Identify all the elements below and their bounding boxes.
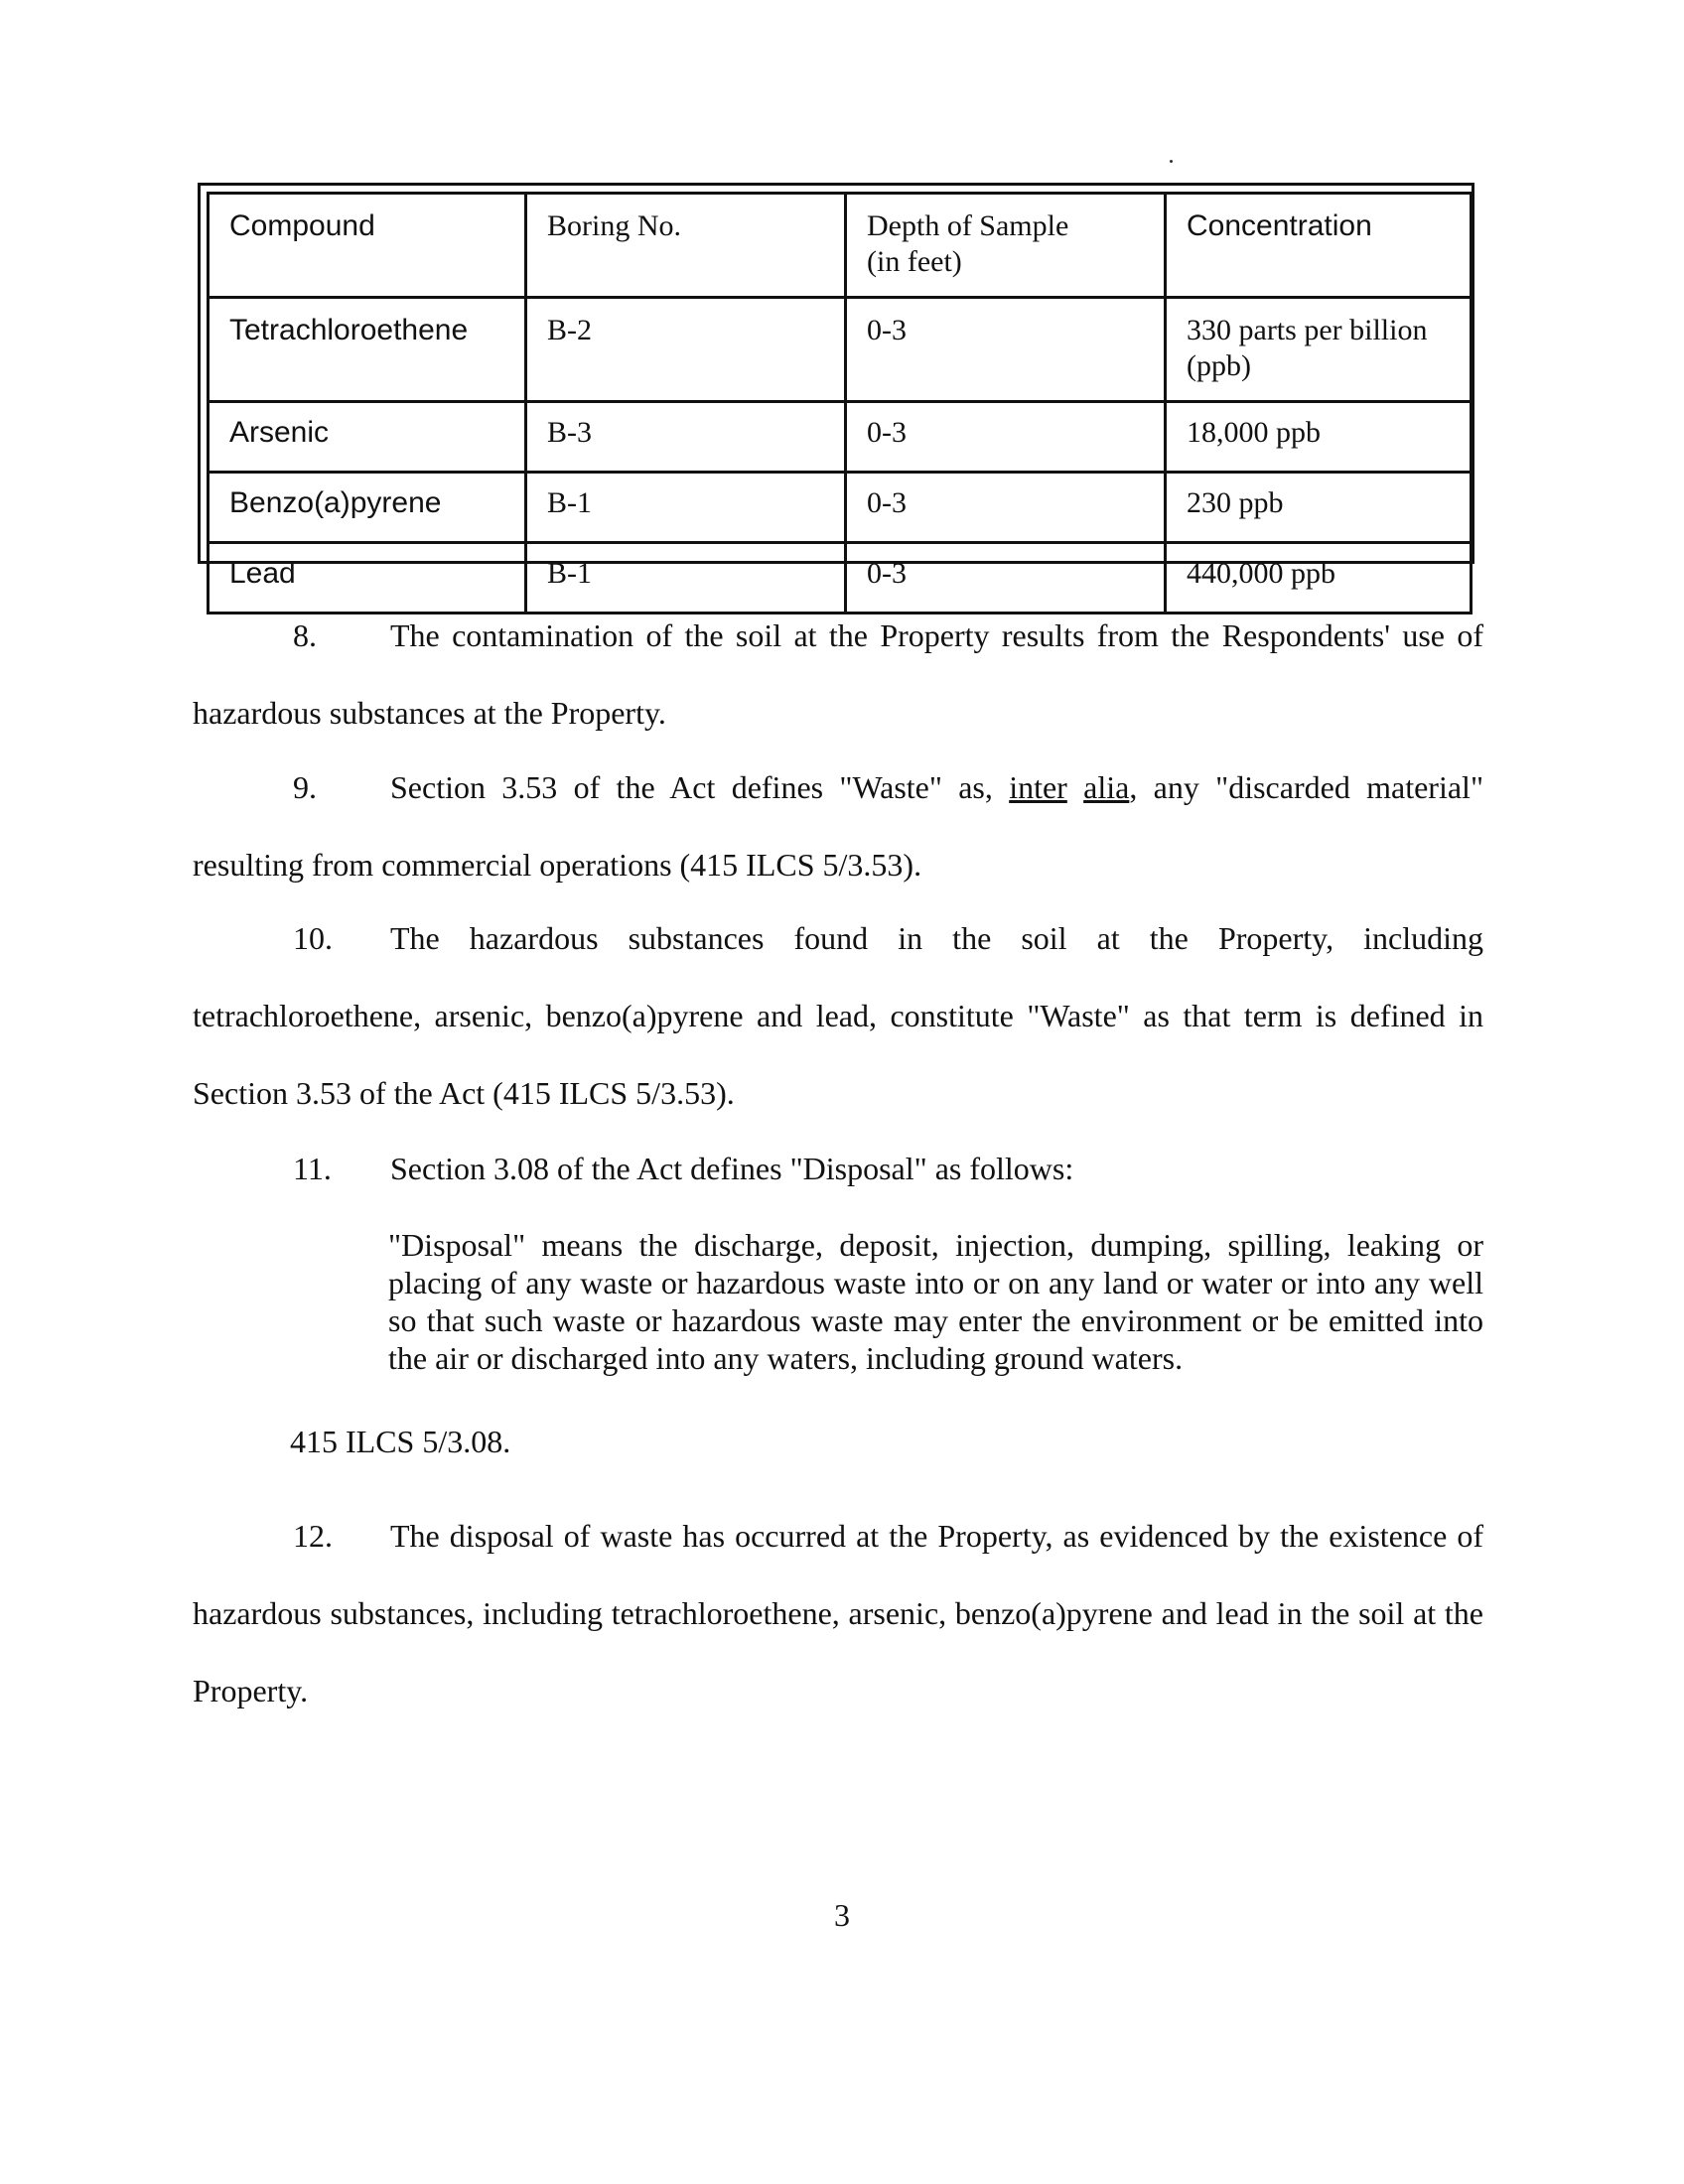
cell-concentration: 440,000 ppb [1166, 543, 1472, 614]
paragraph-number: 9. [293, 769, 317, 805]
paragraph-text: Section 3.08 of the Act defines "Disposal" as follows: [390, 1151, 1074, 1186]
latin-inter: inter [1009, 769, 1067, 805]
concentration-line2: (ppb) [1187, 349, 1251, 382]
paragraph-text: The hazardous substances found in the soil at the Property, including tetrachloroethene, arsenic, benzo(a)pyrene and lead, constitute "Waste" as that term is defined in Section 3.53 of the Act (415 ILCS 5/3.53). [193, 920, 1483, 1111]
cell-boring: B-1 [526, 543, 846, 614]
paragraph-text-cont: , any "discarded material" resulting from commercial operations (415 ILCS 5/3.53). [193, 769, 1484, 883]
citation: 415 ILCS 5/3.08. [290, 1424, 511, 1459]
paragraph-number: 8. [293, 617, 317, 653]
disposal-definition-quote: "Disposal" means the discharge, deposit, injection, dumping, spilling, leaking or placing of any waste or hazardous waste into or on any land or water or into any well so that such waste or hazardous waste may enter the environment or be emitted into the air or discharged into any waters, including ground waters. [388, 1227, 1483, 1376]
header-depth-of-sample [846, 194, 1166, 298]
header-compound: Compound [209, 194, 526, 298]
paragraph-number: 10. [293, 920, 333, 956]
paragraph-12 [193, 1497, 1483, 1729]
sample-table-frame [198, 183, 1474, 590]
paragraph-number: 12. [293, 1518, 333, 1554]
paragraph-text: The disposal of waste has occurred at the Property, as evidenced by the existence of hazardous substances, including tetrachloroethene, arsenic, benzo(a)pyrene and lead in the soil at the Property. [193, 1518, 1483, 1708]
paragraph-text: Section 3.53 of the Act defines "Waste" as, [390, 769, 1010, 805]
cell-compound: Benzo(a)pyrene [209, 473, 526, 543]
cell-concentration: 230 ppb [1166, 473, 1472, 543]
paragraph-10 [193, 899, 1483, 1132]
paragraph-text: The contamination of the soil at the Property results from the Respondents' use of hazardous substances at the Property. [193, 617, 1483, 731]
cell-depth: 0-3 [846, 298, 1166, 402]
paragraph-number: 11. [293, 1151, 332, 1186]
cell-compound: Lead [209, 543, 526, 614]
cell-depth: 0-3 [846, 402, 1166, 473]
cell-boring: B-3 [526, 402, 846, 473]
table-row [209, 473, 1472, 543]
scan-speck [1170, 160, 1173, 163]
cell-concentration [1166, 298, 1472, 402]
cell-depth: 0-3 [846, 473, 1166, 543]
latin-alia: alia [1083, 769, 1130, 805]
table-row [209, 402, 1472, 473]
cell-compound: Arsenic [209, 402, 526, 473]
header-concentration: Concentration [1166, 194, 1472, 298]
cell-compound: Tetrachloroethene [209, 298, 526, 402]
cell-depth: 0-3 [846, 543, 1166, 614]
cell-boring: B-1 [526, 473, 846, 543]
header-depth-line1: Depth of Sample [867, 209, 1069, 242]
concentration-line1: 330 parts per billion [1187, 314, 1428, 346]
page-number: 3 [834, 1897, 850, 1933]
table-header-row [209, 194, 1472, 298]
header-boring-no: Boring No. [526, 194, 846, 298]
cell-concentration: 18,000 ppb [1166, 402, 1472, 473]
cell-boring: B-2 [526, 298, 846, 402]
table-row [209, 298, 1472, 402]
paragraph-8 [193, 597, 1483, 751]
paragraph-9 [193, 749, 1483, 903]
sample-table [207, 192, 1473, 614]
header-depth-line2: (in feet) [867, 245, 962, 278]
paragraph-11 [193, 1130, 1483, 1207]
